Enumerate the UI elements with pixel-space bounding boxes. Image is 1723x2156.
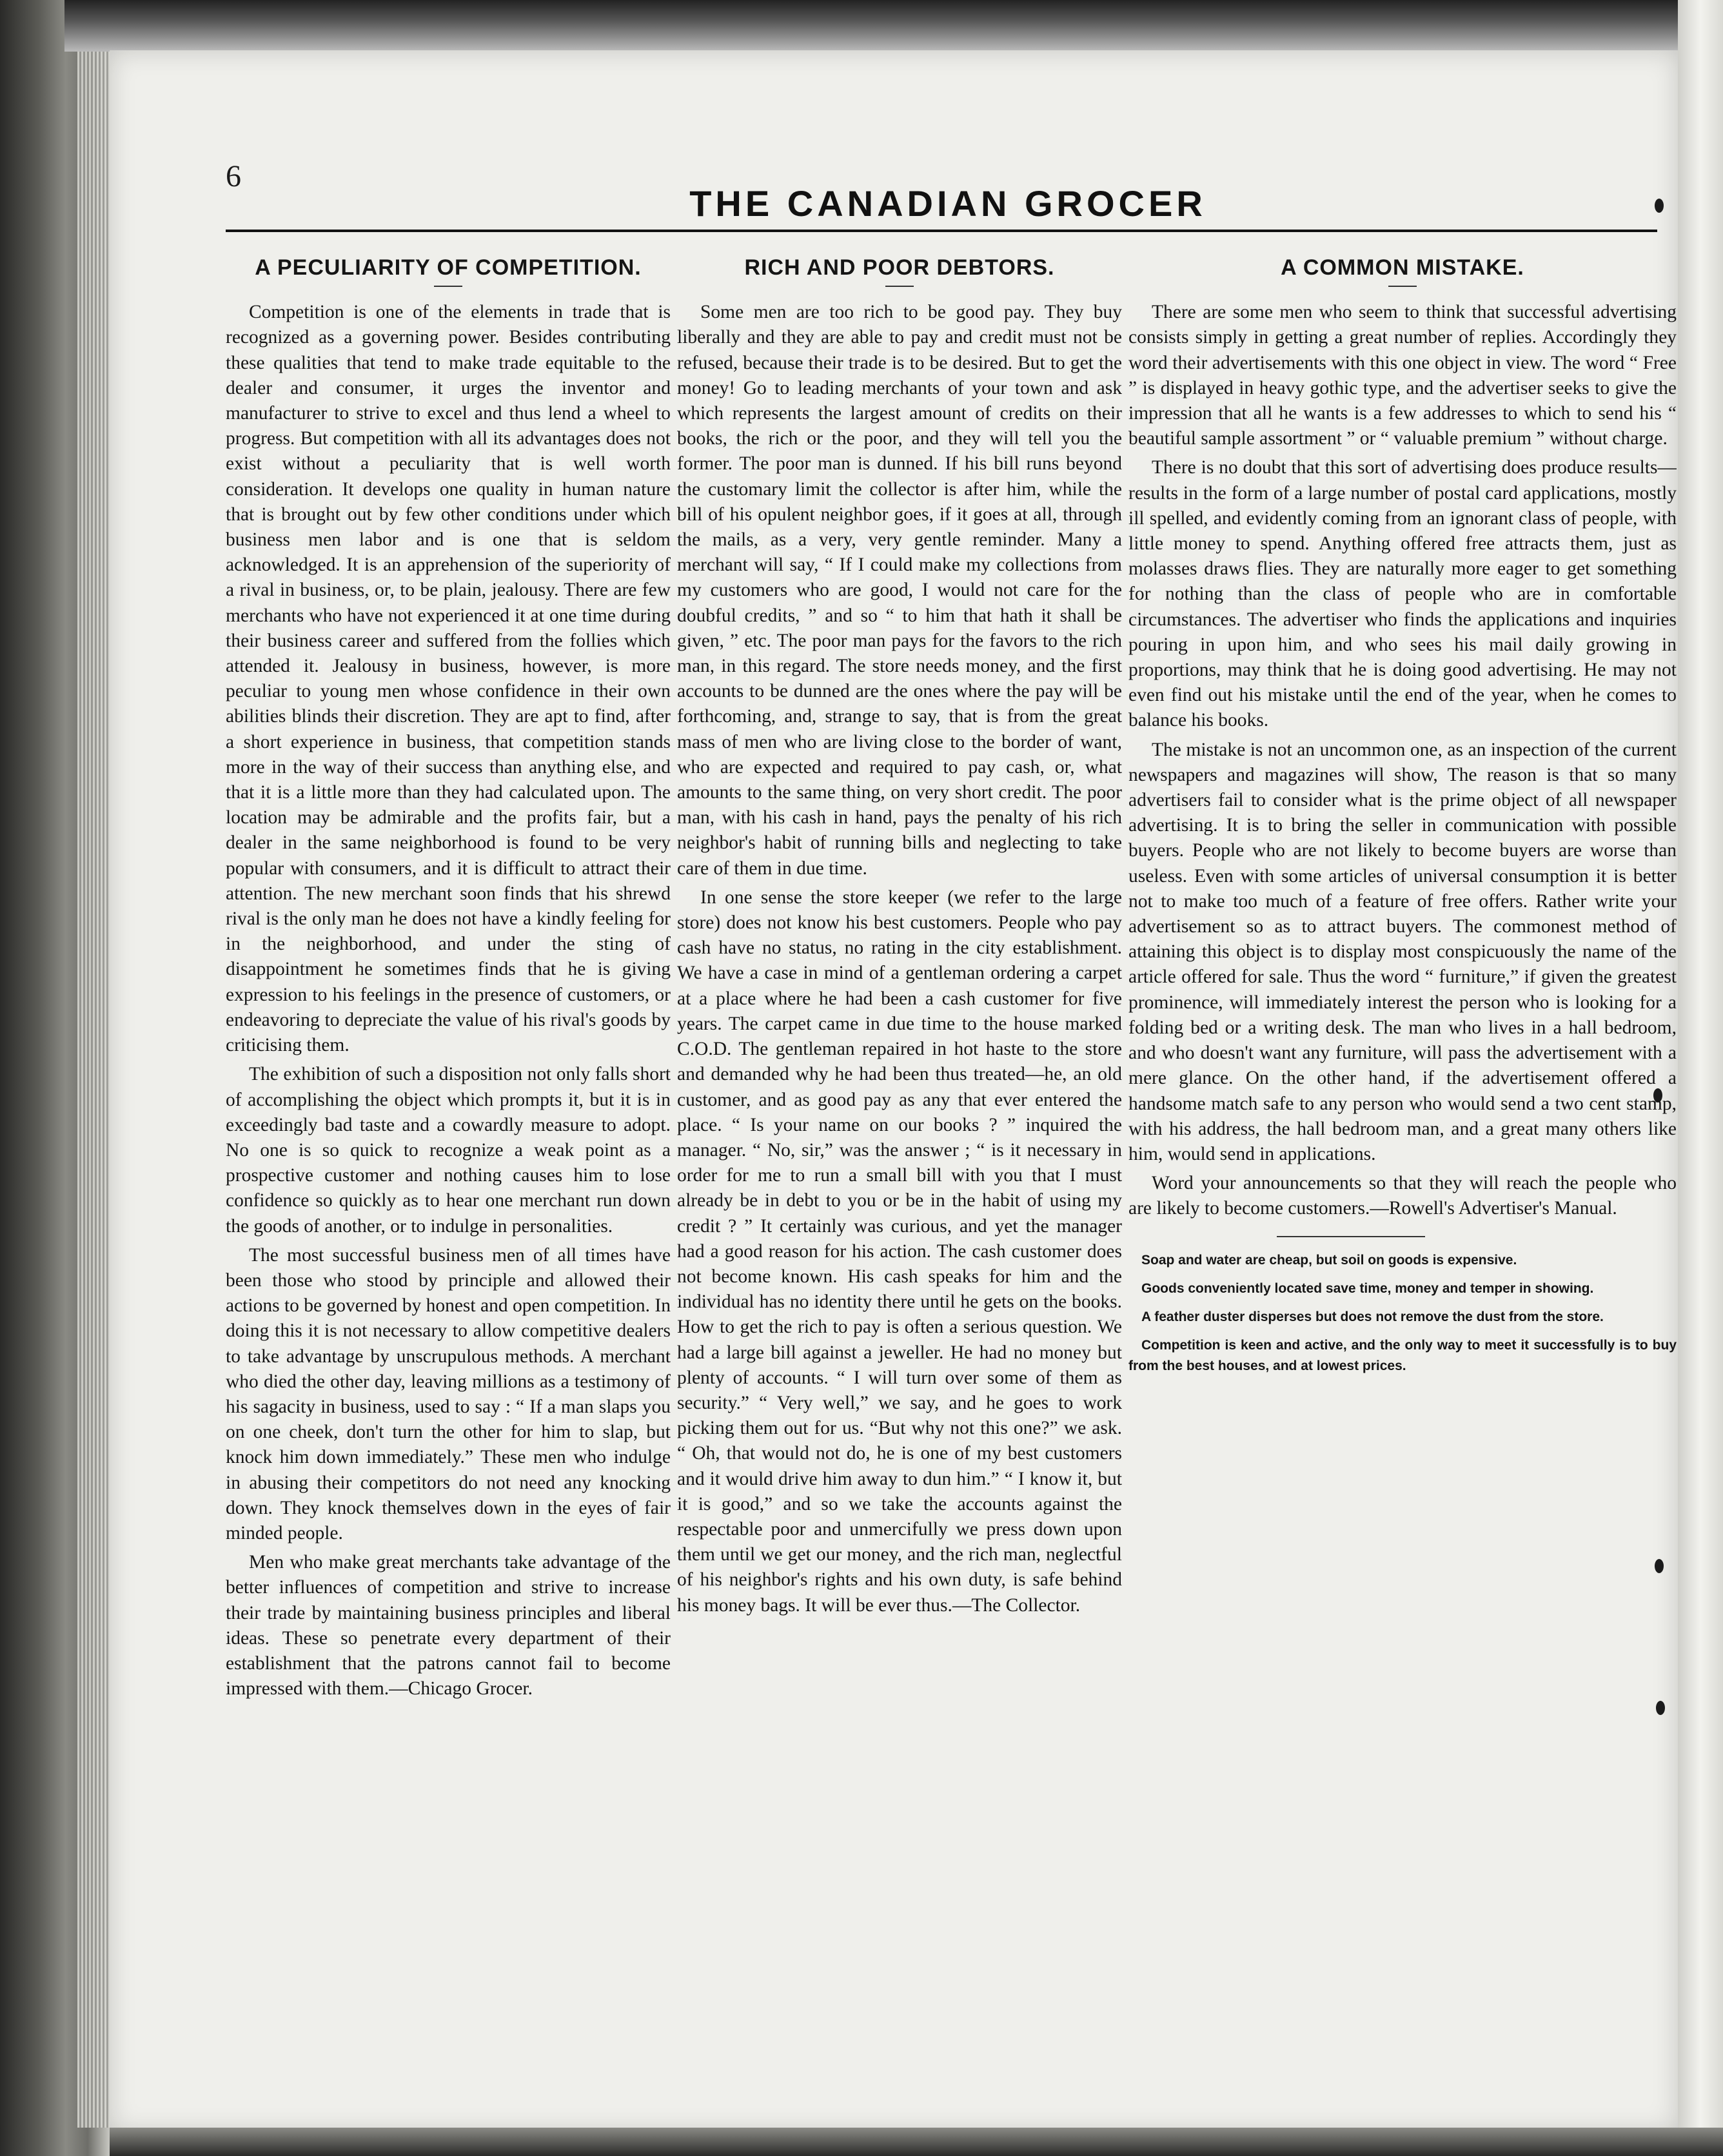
- article-heading: A COMMON MISTAKE.: [1281, 255, 1524, 280]
- section-separator: [1277, 1236, 1425, 1237]
- article-paragraph: The mistake is not an uncommon one, as an inspection of the current newspapers and magazines will show, The reason is that so many advertisers fail to consider what is the prime object of all newspaper advertising. It is to bring the seller in communication with possible buyers. People who are not likely to become buyers are worse than useless. Even with some articles of universal consumption it is better not to make too much of a feature of free offers. Rather write your advertisement so as to attract buyers. The commonest method of attaining this object is to display most conspicuously the name of the article offered for sale. Thus the word “ furniture,” if given the greatest prominence, will immediately interest the person who is looking for a folding bed or a writing desk. The man who lives in a hall bedroom, and who doesn't want any furniture, will pass the advertisement with a mere glance. On the other hand, if the advertisement offered a handsome match safe to any person who would send a two cent stamp, with his address, the hall bedroom man, and a great many others like him, would send in applications.: [1128, 739, 1677, 1164]
- trade-note: Goods conveniently located save time, money and temper in showing.: [1141, 1280, 1594, 1296]
- article-heading: RICH AND POOR DEBTORS.: [744, 255, 1055, 280]
- article-paragraph: There is no doubt that this sort of advertising does produce results—results in the form of a large number of postal card applications, mostly ill spelled, and evidently coming from an ignorant class of people, with little money to spend. Anything offered free attracts them, just as molasses draws flies. They are naturally more eager to get something for nothing than the class of people who are in comfortable circumstances. The advertiser who finds the applications and inquiries pouring in upon him, and who sees his mail daily growing in proportions, may think that he is doing good advertising. He may not even find out his mistake until the end of the year, when he comes to balance his books.: [1128, 457, 1677, 731]
- article-paragraph: The most successful business men of all times have been those who stood by principle and allowed their actions to be governed by honest and open competition. In doing this it is not necessary to allow competitive dealers to take advantage by unscrupulous methods. A merchant who died the other day, leaving millions as a testimony of his sagacity in business, used to say : “ If a man slaps you on one cheek, don't turn the other for him to slap, but knock him down immediately.” These men who indulge in abusing their competitors do not need any knocking down. They knock themselves down in the eyes of fair minded people.: [226, 1244, 671, 1544]
- article-paragraph: There are some men who seem to think that successful advertising consists simply in getting a great number of replies. Accordingly they word their advertisements with this one object in view. The word “ Free ” is displayed in heavy gothic type, and the advertiser seeks to give the impression that all he wants is a few addresses to which to send his “ beautiful sample assortment ” or “ valuable premium ” without charge.: [1128, 302, 1677, 449]
- heading-dash: [1388, 286, 1417, 287]
- page: [110, 50, 1678, 2133]
- article-column-2: [677, 244, 1122, 2094]
- heading-dash: [885, 286, 914, 287]
- article-column-1: [226, 244, 671, 2094]
- article-heading: A PECULIARITY OF COMPETITION.: [255, 255, 642, 280]
- book-top-edge: [64, 0, 1723, 52]
- masthead-title: THE CANADIAN GROCER: [689, 183, 1206, 224]
- page-stack-edge: [77, 39, 110, 2128]
- article-paragraph: Competition is one of the elements in trade that is recognized as a governing power. Besides contributing these qualities that tend to make trade equitable to the dealer and consumer, it urges the inventor and manufacturer to strive to excel and thus lend a wheel to progress. But competition with all its advantages does not exist without a peculiarity that is well worth consideration. It develops one quality in human nature that is brought out by few other conditions under which business men labor and is one that is seldom acknowledged. It is an apprehension of the superiority of a rival in business, or, to be plain, jealousy. There are few merchants who have not experienced it at one time during their business career and suffered from the follies which attended it. Jealousy in business, however, is more peculiar to young men whose confidence in their own abilities blinds their discretion. They are apt to find, after a short experience in business, that competition stands more in the way of their success than anything else, and that it is a little more than they had calculated upon. The location may be admirable and the profits fair, but a dealer in the same neighborhood is found to be very popular with consumers, and it is difficult to attract their attention. The new merchant soon finds that his shrewd rival is the only man he does not have a kindly feeling for in the neighborhood, and under the sting of disappointment he sometimes finds that he is giving expression to his feelings in the presence of customers, or endeavoring to depreciate the value of his rival's goods by criticising them.: [226, 302, 671, 1056]
- article-paragraph: The exhibition of such a disposition not only falls short of accomplishing the object which prompts it, but it is in exceedingly bad taste and a cowardly measure to adopt. No one is so quick to recognize a weak point as a prospective customer and nothing causes him to lose confidence so quickly as to hear one merchant run down the goods of another, or to indulge in personalities.: [226, 1064, 671, 1237]
- trade-note: Competition is keen and active, and the only way to meet it successfully is to buy from the best houses, and at lowest prices.: [1128, 1337, 1677, 1373]
- article-column-3: [1128, 244, 1677, 2094]
- book-bottom-edge: [110, 2128, 1723, 2156]
- article-paragraph: Men who make great merchants take advantage of the better influences of competition and strive to increase their trade by maintaining business principles and liberal ideas. These so penetrate every department of their establishment that the patrons cannot fail to become impressed with them.—Chicago Grocer.: [226, 1552, 671, 1700]
- trade-notes: [1128, 1250, 1677, 1377]
- header-rule: [226, 230, 1657, 232]
- heading-dash: [434, 286, 462, 287]
- binding-hole: [1655, 199, 1664, 213]
- trade-note: Soap and water are cheap, but soil on goods is expensive.: [1141, 1252, 1517, 1268]
- article-paragraph: Word your announcements so that they will reach the people who are likely to become customers.—Rowell's Advertiser's Manual.: [1128, 1173, 1677, 1219]
- article-paragraph: In one sense the store keeper (we refer to the large store) does not know his best customers. People who pay cash have no status, no rating in the city establishment. We have a case in mind of a gentleman ordering a carpet at a place where he had been a cash customer for five years. The carpet came in due time to the house marked C.O.D. The gentleman repaired in hot haste to the store and demanded why he had been thus treated—he, an old customer, and as good pay as any that ever entered the place. “ Is your name on our books ? ” inquired the manager. “ No, sir,” was the answer ; “ is it necessary in order for me to run a small bill with you that I must already be in debt to you or be in the habit of using my credit ? ” It certainly was curious, and yet the manager had a good reason for his action. The cash customer does not become known. His cash speaks for him and the individual has no identity there until he gets on the books. How to get the rich to pay is often a serious question. We had a large bill against a jeweller. He had no money but plenty of accounts. “ I will turn over some of them as security.” “ Very well,” we say, and he goes to work picking them out for us. “But why not this one?” we ask. “ Oh, that would not do, he is one of my best customers and it would drive him away to dun him.” “ I know it, but it is good,” and so we take the accounts against the respectable poor and unmercifully we press down upon them until we get our money, and the rich man, neglectful of his neighbor's rights and his own duty, is safe behind his money bags. It will be ever thus.—The Collector.: [677, 887, 1122, 1616]
- trade-note: A feather duster disperses but does not remove the dust from the store.: [1141, 1309, 1604, 1324]
- right-margin-strip: [1678, 0, 1723, 2156]
- article-paragraph: Some men are too rich to be good pay. They buy liberally and they are able to pay and credit must not be refused, because their trade is to be desired. But to get the money! Go to leading merchants of your town and ask which represents the largest amount of credits on their books, the rich or the poor, and they will tell you the former. The poor man is dunned. If his bill runs beyond the customary limit the collector is after him, while the bill of his opulent neighbor goes, if it goes at all, through the mails, as a very, very gentle reminder. Many a merchant will say, “ If I could make my collections from my customers who are good, I would not care for the doubful credits, ” and so “ to him that hath it shall be given, ” etc. The poor man pays for the favors to the rich man, in this regard. The store needs money, and the first accounts to be dunned are the ones where the pay will be forthcoming, and, strange to say, that is from the great mass of men who are living close to the border of want, who are expected and required to pay cash, or, what amounts to the same thing, on very short credit. The poor man, with his cash in hand, pays the penalty of his rich neighbor's habit of running bills and neglecting to take care of them in due time.: [677, 302, 1122, 879]
- page-number: 6: [226, 159, 241, 193]
